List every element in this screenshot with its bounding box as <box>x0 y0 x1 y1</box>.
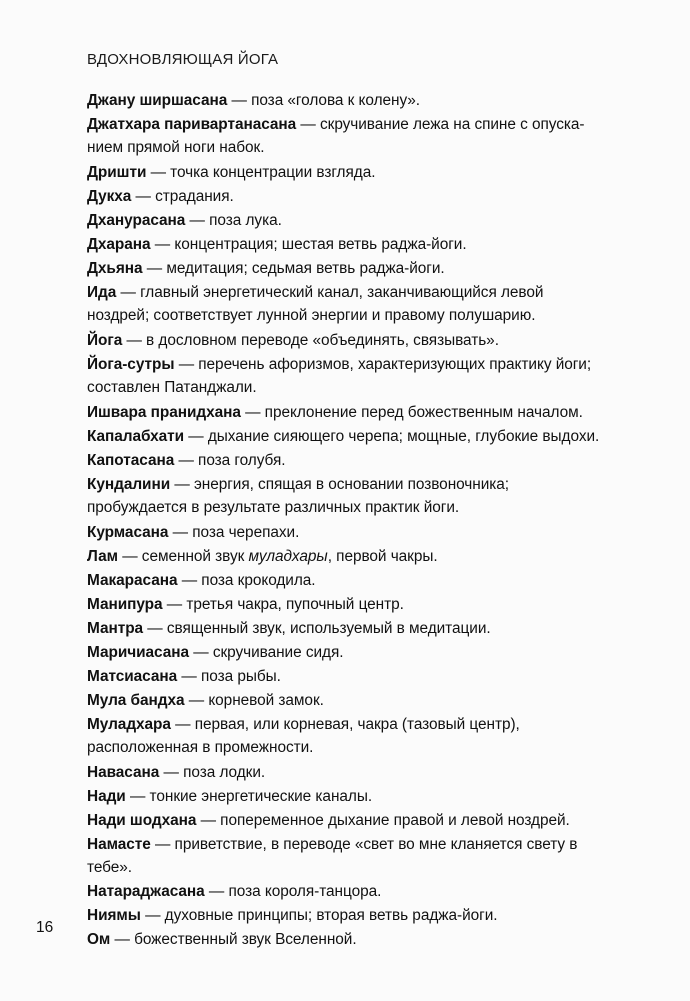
glossary-definition: поза лука. <box>209 212 282 229</box>
dash: — <box>300 116 316 133</box>
dash: — <box>200 812 216 829</box>
glossary-entry <box>87 233 603 256</box>
glossary-definition <box>142 548 438 565</box>
glossary-entry <box>87 809 603 832</box>
glossary-term: Ишвара пранидхана <box>87 404 241 421</box>
glossary-definition: божественный звук Вселенной. <box>134 931 357 948</box>
glossary-entry <box>87 473 603 519</box>
glossary-entry <box>87 569 603 592</box>
dash: — <box>178 356 195 373</box>
dash: — <box>146 260 163 277</box>
glossary-definition: тонкие энергетические каналы. <box>149 788 373 805</box>
glossary-entry <box>87 641 603 664</box>
glossary-entry <box>87 185 603 208</box>
dash: — <box>154 236 171 253</box>
dash: — <box>120 284 136 301</box>
glossary-definition: перечень афоризмов, характеризующих практику йоги; составлен Патанджали. <box>87 356 592 396</box>
glossary-definition: преклонение перед божественным началом. <box>264 404 583 421</box>
glossary-definition: медитация; седьмая ветвь раджа-йоги. <box>166 260 445 277</box>
glossary-definition: третья чакра, пупочный центр. <box>186 596 404 613</box>
glossary-term: Ом <box>87 931 111 948</box>
glossary-entry <box>87 329 603 352</box>
dash: — <box>166 596 183 613</box>
dash: — <box>178 452 194 469</box>
glossary-term: Дришти <box>87 164 147 181</box>
dash: — <box>181 572 198 589</box>
dash: — <box>245 404 261 421</box>
glossary-entry <box>87 449 603 472</box>
dash: — <box>147 620 163 637</box>
glossary-entry <box>87 401 603 424</box>
glossary-entry <box>87 521 603 544</box>
glossary-entry <box>87 89 603 112</box>
glossary-term: Мула бандха <box>87 692 185 709</box>
glossary-entry <box>87 785 603 808</box>
glossary-term: Курмасана <box>87 524 169 541</box>
dash: — <box>126 332 142 349</box>
dash: — <box>135 188 151 205</box>
glossary-term: Нади шодхана <box>87 812 197 829</box>
dash: — <box>189 212 205 229</box>
glossary-term: Ида <box>87 284 117 301</box>
glossary-term: Лам <box>87 548 118 565</box>
glossary-definition: поза лодки. <box>183 764 266 781</box>
dash: — <box>114 931 130 948</box>
glossary-definition: страдания. <box>155 188 234 205</box>
glossary-entry <box>87 689 603 712</box>
glossary-definition: духовные принципы; вторая ветвь раджа-йоги. <box>164 907 498 924</box>
glossary-term: Капотасана <box>87 452 175 469</box>
glossary-definition: поза черепахи. <box>192 524 300 541</box>
glossary-entry <box>87 161 603 184</box>
glossary-definition: священный звук, используемый в медитации. <box>166 620 491 637</box>
dash: — <box>188 428 204 445</box>
glossary-term: Йога <box>87 332 123 349</box>
glossary-term: Дукха <box>87 188 132 205</box>
definition-text: семенной звук <box>141 548 249 565</box>
glossary-term: Йога-сутры <box>87 356 175 373</box>
glossary-entry <box>87 113 603 159</box>
glossary-entry <box>87 593 603 616</box>
definition-italic-term: муладхары <box>248 548 328 565</box>
dash: — <box>150 164 166 181</box>
glossary-definition: скручивание лежа на спине с опусканием прямой ноги набок. <box>87 116 585 156</box>
running-header: ВДОХНОВЛЯЮЩАЯ ЙОГА <box>87 51 279 68</box>
dash: — <box>181 668 197 685</box>
glossary-term: Муладхара <box>87 716 171 733</box>
glossary-entry <box>87 281 603 327</box>
dash: — <box>231 92 247 109</box>
glossary-entry <box>87 880 603 903</box>
glossary-term: Дхьяна <box>87 260 143 277</box>
glossary-entry <box>87 904 603 927</box>
dash: — <box>208 883 225 900</box>
glossary-term: Дханурасана <box>87 212 186 229</box>
glossary-term: Кундалини <box>87 476 171 493</box>
glossary-term: Мантра <box>87 620 144 637</box>
glossary-definition: поза короля-танцора. <box>228 883 382 900</box>
glossary-term: Макарасана <box>87 572 178 589</box>
glossary-definition: энергия, спящая в основании позвоночника; пробуждается в результате различных практик йоги. <box>87 476 510 516</box>
glossary-definition: корневой замок. <box>208 692 324 709</box>
page-number: 16 <box>36 919 54 936</box>
glossary-list <box>87 89 603 952</box>
glossary-definition: дыхание сияющего черепа; мощные, глубокие выдохи. <box>207 428 600 445</box>
dash: — <box>172 524 188 541</box>
dash: — <box>163 764 179 781</box>
glossary-term: Навасана <box>87 764 160 781</box>
glossary-entry <box>87 617 603 640</box>
glossary-entry <box>87 713 603 759</box>
glossary-definition: поза крокодила. <box>201 572 316 589</box>
glossary-entry <box>87 425 603 448</box>
glossary-definition: точка концентрации взгляда. <box>170 164 376 181</box>
glossary-entry <box>87 353 603 399</box>
glossary-definition: поза рыбы. <box>200 668 281 685</box>
dash: — <box>122 548 138 565</box>
glossary-term: Манипура <box>87 596 163 613</box>
glossary-entry <box>87 665 603 688</box>
glossary-entry <box>87 761 603 784</box>
glossary-entry <box>87 257 603 280</box>
glossary-definition: попеременное дыхание правой и левой ноздрей. <box>220 812 570 829</box>
glossary-term: Дхарана <box>87 236 151 253</box>
glossary-term: Джану ширшасана <box>87 92 228 109</box>
glossary-definition: концентрация; шестая ветвь раджа-йоги. <box>174 236 467 253</box>
definition-text: , первой чакры. <box>327 548 438 565</box>
glossary-definition: скручивание сидя. <box>212 644 344 661</box>
glossary-term: Нади <box>87 788 126 805</box>
glossary-entry <box>87 209 603 232</box>
dash: — <box>193 644 209 661</box>
glossary-term: Намасте <box>87 836 151 853</box>
glossary-term: Ниямы <box>87 907 141 924</box>
glossary-entry <box>87 928 603 951</box>
dash: — <box>175 716 191 733</box>
glossary-term: Капалабхати <box>87 428 185 445</box>
glossary-term: Маричиасана <box>87 644 189 661</box>
dash: — <box>174 476 190 493</box>
glossary-term: Джатхара паривартанасана <box>87 116 297 133</box>
glossary-definition: в дословном переводе «объединять, связывать». <box>146 332 499 349</box>
dash: — <box>188 692 205 709</box>
glossary-definition: главный энергетический канал, заканчивающийся левой ноздрей; соответствует лунной энергии и правому полушарию. <box>87 284 544 324</box>
glossary-term: Матсиасана <box>87 668 178 685</box>
glossary-definition: первая, или корневая, чакра (тазовый центр), расположенная в промежности. <box>87 716 520 756</box>
dash: — <box>129 788 146 805</box>
glossary-entry <box>87 545 603 568</box>
glossary-term: Натараджасана <box>87 883 205 900</box>
dash: — <box>145 907 161 924</box>
dash: — <box>154 836 171 853</box>
glossary-definition: поза «голова к колену». <box>251 92 421 109</box>
glossary-definition: поза голубя. <box>198 452 286 469</box>
glossary-definition: приветствие, в переводе «свет во мне кланяется свету в тебе». <box>87 836 578 876</box>
glossary-entry <box>87 833 603 879</box>
